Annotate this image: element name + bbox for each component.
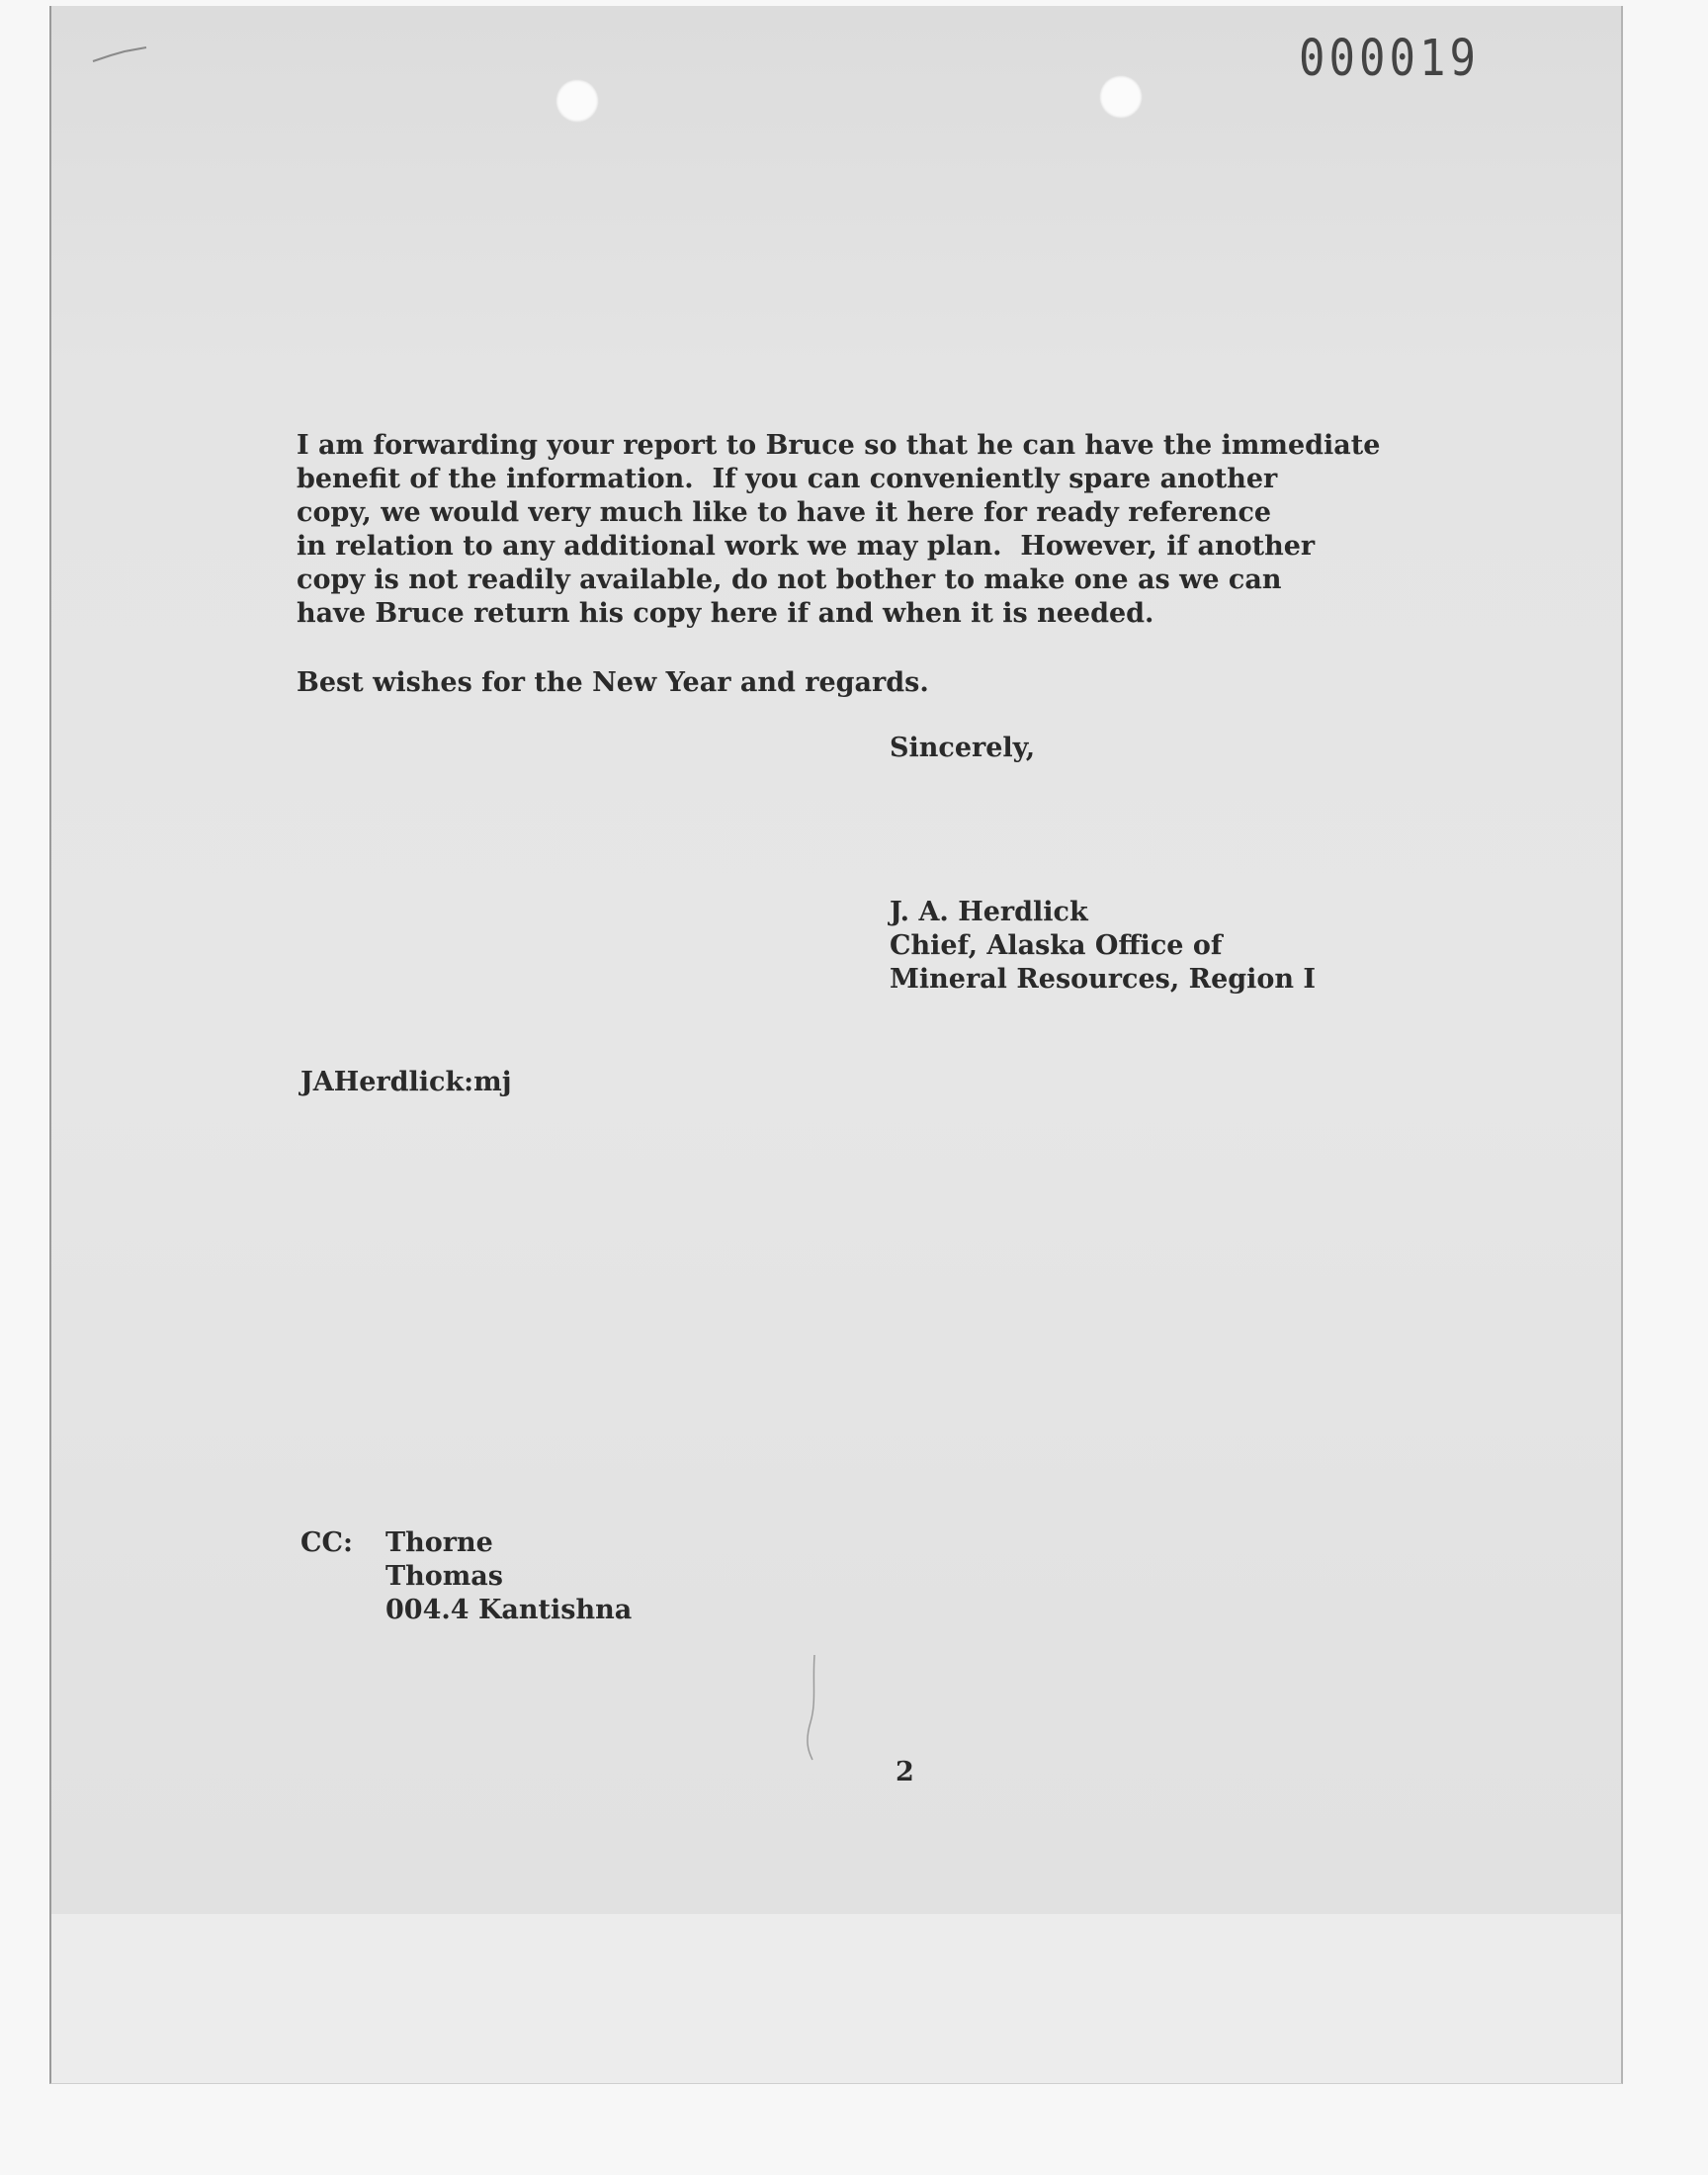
reference-initials: JAHerdlick:mj [300, 1067, 512, 1097]
punch-hole-left [555, 79, 599, 123]
paper-crease [803, 1653, 822, 1762]
signer-title-line-1: Chief, Alaska Office of [890, 930, 1223, 961]
cc-recipient-list [385, 1526, 632, 1627]
signer-title-line-2: Mineral Resources, Region I [890, 964, 1317, 995]
page-bottom-band [51, 1914, 1621, 2084]
cc-recipient: 004.4 Kantishna [385, 1595, 633, 1625]
cc-recipient: Thorne [385, 1527, 493, 1558]
signature-block [890, 896, 1316, 997]
pencil-mark [91, 45, 150, 65]
body-paragraph: I am forwarding your report to Bruce so that he can have the immediate benefit of the information. If you can conveniently spare another copy, we would very much like to have it here for ready reference in relation to any additional work we may plan. However, if another copy is not readily available, do not bother to make one as we can have Bruce return his copy here if and when it is needed. [297, 430, 1381, 629]
cc-label: CC: [300, 1527, 353, 1558]
document-stamp-number: 000019 [1299, 30, 1480, 88]
sign-off: Sincerely, [890, 733, 1036, 763]
cc-recipient: Thomas [385, 1561, 503, 1592]
closing-wishes: Best wishes for the New Year and regards. [297, 667, 929, 698]
punch-hole-right [1099, 75, 1143, 119]
signer-name: J. A. Herdlick [890, 897, 1088, 927]
page-number: 2 [896, 1757, 914, 1787]
letter-page [49, 6, 1623, 2084]
